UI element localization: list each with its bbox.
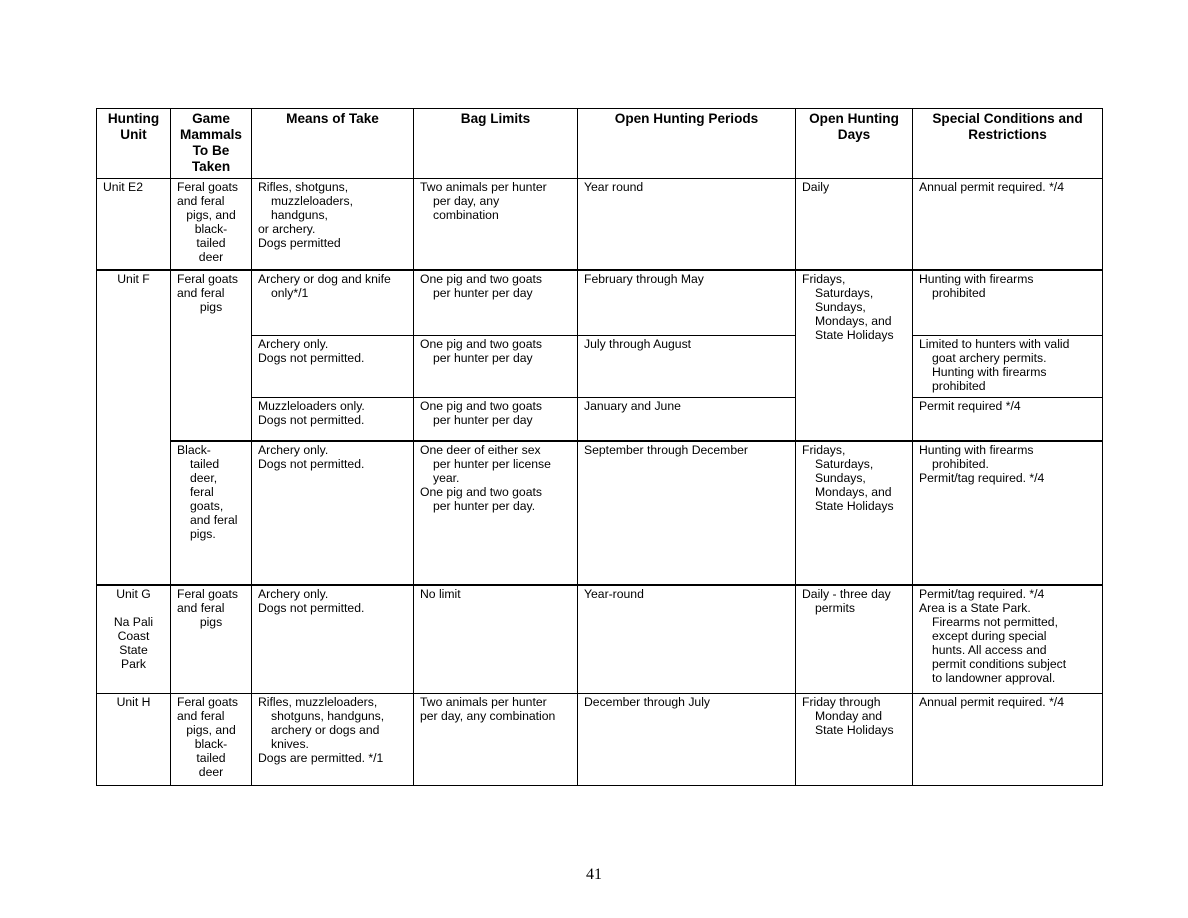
- header-game-mammals: Game Mammals To Be Taken: [171, 109, 252, 179]
- table-row-unit-f-1: [97, 270, 1103, 336]
- special-cell: Annual permit required. */4: [913, 179, 1103, 270]
- bag-cell: One deer of either sex per hunter per license year. One pig and two goats per hunter per day.: [414, 441, 578, 585]
- period-cell: December through July: [578, 694, 796, 786]
- special-cell: Hunting with firearms prohibited. Permit/tag required. */4: [913, 441, 1103, 585]
- means-cell: Archery only. Dogs not permitted.: [252, 336, 414, 398]
- bag-cell: One pig and two goats per hunter per day: [414, 336, 578, 398]
- game-cell: Feral goats and feral pigs, and black- tailed deer: [171, 694, 252, 786]
- days-cell: Fridays, Saturdays, Sundays, Mondays, and State Holidays: [796, 270, 913, 441]
- days-cell: Friday through Monday and State Holidays: [796, 694, 913, 786]
- header-hunting-unit: Hunting Unit: [97, 109, 171, 179]
- period-cell: February through May: [578, 270, 796, 336]
- period-cell: Year-round: [578, 585, 796, 694]
- table-row-unit-e2: [97, 179, 1103, 270]
- days-cell: Daily: [796, 179, 913, 270]
- table-header-row: [97, 109, 1103, 179]
- header-special-conditions: Special Conditions and Restrictions: [913, 109, 1103, 179]
- game-cell: Feral goats and feral pigs: [171, 585, 252, 694]
- table-row-unit-f-4: [97, 441, 1103, 585]
- special-cell: Annual permit required. */4: [913, 694, 1103, 786]
- means-cell: Archery or dog and knife only*/1: [252, 270, 414, 336]
- game-cell: Feral goats and feral pigs: [171, 270, 252, 441]
- header-bag-limits: Bag Limits: [414, 109, 578, 179]
- unit-cell: Unit H: [97, 694, 171, 786]
- game-cell: Black- tailed deer, feral goats, and feral pigs.: [171, 441, 252, 585]
- game-cell: Feral goats and feral pigs, and black- tailed deer: [171, 179, 252, 270]
- unit-cell: Unit F: [97, 270, 171, 585]
- page-number: 41: [586, 866, 602, 883]
- means-cell: Rifles, shotguns, muzzleloaders, handguns, or archery. Dogs permitted: [252, 179, 414, 270]
- bag-cell: One pig and two goats per hunter per day: [414, 398, 578, 441]
- hunting-regulations-table: [96, 108, 1103, 786]
- bag-cell: Two animals per hunter per day, any combination: [414, 694, 578, 786]
- header-open-hunting-periods: Open Hunting Periods: [578, 109, 796, 179]
- means-cell: Archery only. Dogs not permitted.: [252, 585, 414, 694]
- unit-cell: Unit G Na Pali Coast State Park: [97, 585, 171, 694]
- period-cell: September through December: [578, 441, 796, 585]
- period-cell: January and June: [578, 398, 796, 441]
- period-cell: Year round: [578, 179, 796, 270]
- table-row-unit-g: [97, 585, 1103, 694]
- bag-cell: No limit: [414, 585, 578, 694]
- special-cell: Hunting with firearms prohibited: [913, 270, 1103, 336]
- bag-cell: One pig and two goats per hunter per day: [414, 270, 578, 336]
- bag-cell: Two animals per hunter per day, any combination: [414, 179, 578, 270]
- header-means-of-take: Means of Take: [252, 109, 414, 179]
- special-cell: Limited to hunters with valid goat archery permits. Hunting with firearms prohibited: [913, 336, 1103, 398]
- special-cell: Permit required */4: [913, 398, 1103, 441]
- table-row-unit-h: [97, 694, 1103, 786]
- days-cell: Daily - three day permits: [796, 585, 913, 694]
- special-cell: Permit/tag required. */4 Area is a State Park. Firearms not permitted, except during special hunts. All access and permit conditions subject to landowner approval.: [913, 585, 1103, 694]
- days-cell: Fridays, Saturdays, Sundays, Mondays, and State Holidays: [796, 441, 913, 585]
- means-cell: Archery only. Dogs not permitted.: [252, 441, 414, 585]
- period-cell: July through August: [578, 336, 796, 398]
- means-cell: Rifles, muzzleloaders, shotguns, handguns, archery or dogs and knives. Dogs are permitted. */1: [252, 694, 414, 786]
- header-open-hunting-days: Open Hunting Days: [796, 109, 913, 179]
- unit-cell: Unit E2: [97, 179, 171, 270]
- means-cell: Muzzleloaders only. Dogs not permitted.: [252, 398, 414, 441]
